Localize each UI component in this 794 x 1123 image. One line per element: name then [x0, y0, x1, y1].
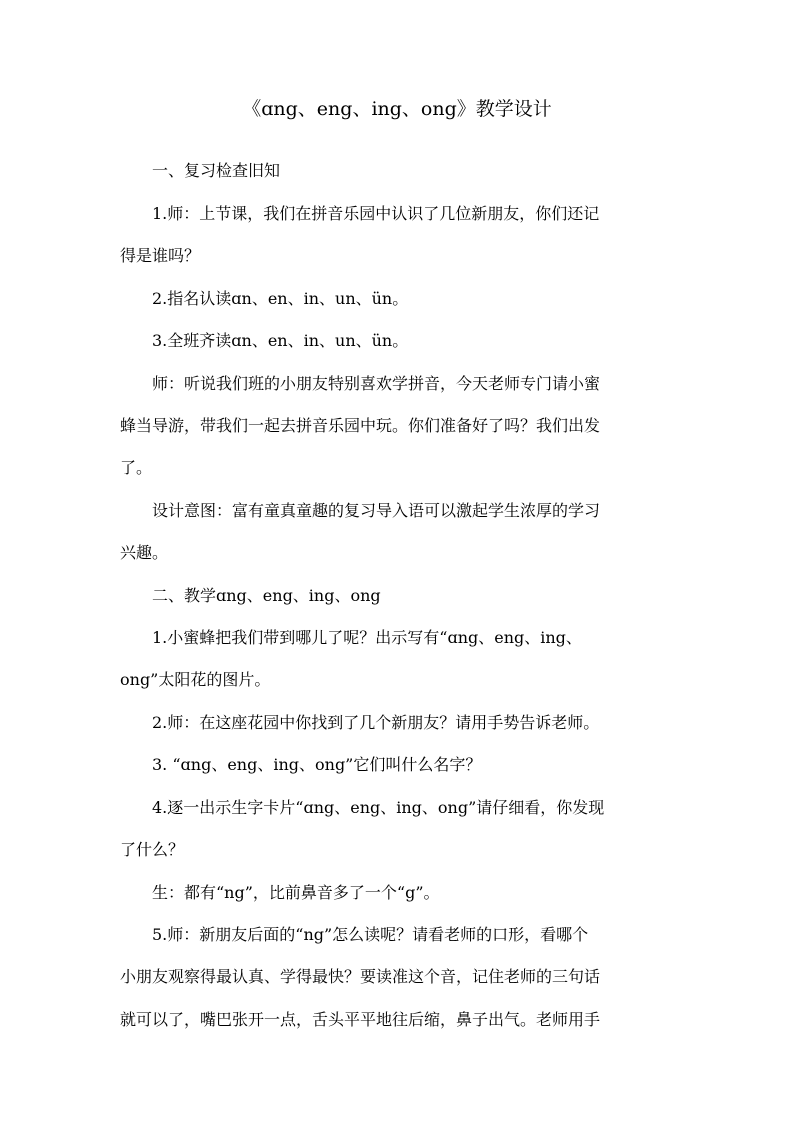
paragraph-line: 1.师：上节课，我们在拼音乐园中认识了几位新朋友，你们还记 — [152, 204, 600, 223]
section-heading: 二、教学ɑng、eng、ing、ong — [152, 586, 381, 605]
paragraph-line: 3.全班齐读ɑn、en、in、un、ün。 — [152, 331, 409, 350]
document-title: 《ɑng、eng、ing、ong》教学设计 — [242, 98, 552, 120]
paragraph-line: 了。 — [120, 458, 153, 477]
paragraph-line: 1.小蜜蜂把我们带到哪儿了呢？出示写有“ɑng、eng、ing、 — [152, 628, 582, 647]
paragraph-line: 就可以了，嘴巴张开一点，舌头平平地往后缩，鼻子出气。老师用手 — [120, 1010, 601, 1029]
section-heading: 一、复习检查旧知 — [152, 161, 281, 180]
paragraph-line: 4.逐一出示生字卡片“ɑng、eng、ing、ong”请仔细看，你发现 — [152, 798, 605, 817]
paragraph-line: 得是谁吗？ — [120, 246, 201, 265]
paragraph-line: 3. “ɑng、eng、ing、ong”它们叫什么名字？ — [152, 755, 482, 774]
paragraph-line: 生：都有“ng”，比前鼻音多了一个“g”。 — [152, 883, 440, 902]
paragraph-line: 师：听说我们班的小朋友特别喜欢学拼音，今天老师专门请小蜜 — [152, 374, 601, 393]
paragraph-line: 蜂当导游，带我们一起去拼音乐园中玩。你们准备好了吗？我们出发 — [120, 416, 601, 435]
paragraph-line: 兴趣。 — [120, 543, 169, 562]
paragraph-line: 了什么？ — [120, 840, 185, 859]
paragraph-line: 2.指名认读ɑn、en、in、un、ün。 — [152, 289, 409, 308]
paragraph-line: 2.师：在这座花园中你找到了几个新朋友？请用手势告诉老师。 — [152, 713, 600, 732]
paragraph-line: 小朋友观察得最认真、学得最快？要读准这个音，记住老师的三句话 — [120, 967, 601, 986]
paragraph-line: 设计意图：富有童真童趣的复习导入语可以激起学生浓厚的学习 — [152, 501, 601, 520]
paragraph-line: ong”太阳花的图片。 — [120, 670, 271, 689]
paragraph-line: 5.师：新朋友后面的“ng”怎么读呢？请看老师的口形，看哪个 — [152, 925, 589, 944]
